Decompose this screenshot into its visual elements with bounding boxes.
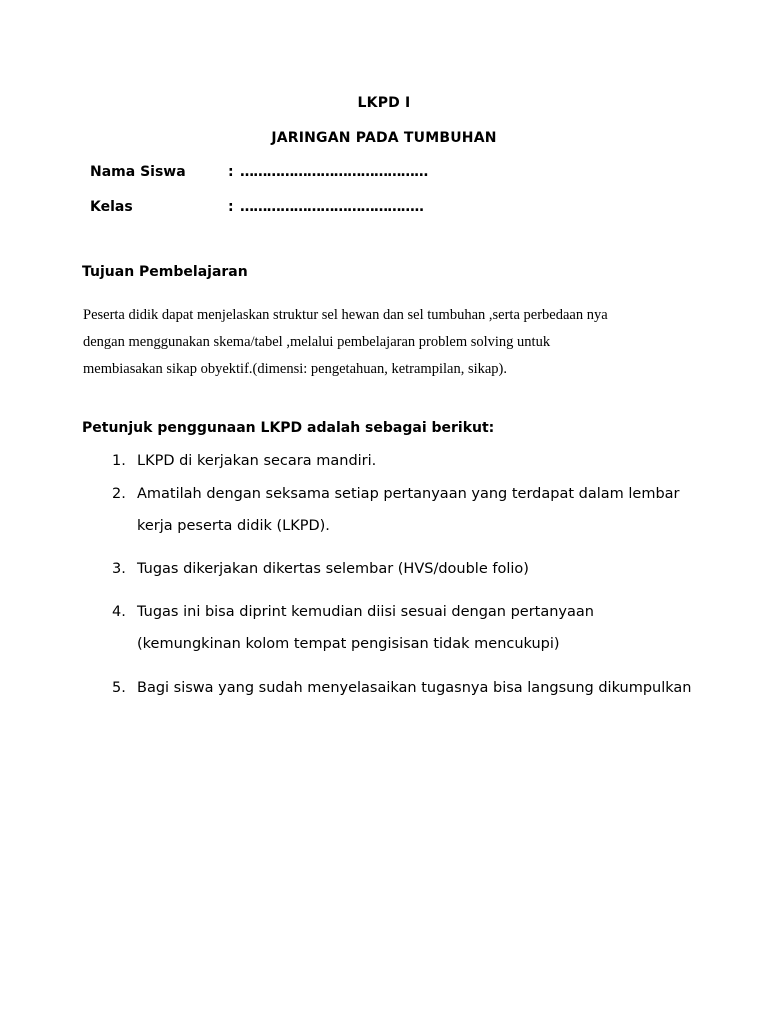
student-name-blank: ……………………………………: [240, 164, 428, 180]
instruction-text: [137, 596, 677, 660]
instruction-text: [137, 478, 680, 542]
student-class-blank: …………………………………..: [240, 199, 424, 215]
instruction-line: Amatilah dengan seksama setiap pertanyaan yang terdapat dalam lembar: [137, 486, 680, 502]
instruction-text: [137, 445, 677, 477]
student-class-label: Kelas: [90, 199, 133, 215]
learning-objective-heading: Tujuan Pembelajaran: [82, 264, 248, 280]
objective-line: Peserta didik dapat menjelaskan struktur sel hewan dan sel tumbuhan ,serta perbedaan nya: [83, 307, 608, 323]
document-subtitle: JARINGAN PADA TUMBUHAN: [271, 130, 497, 146]
instruction-number: 3.: [112, 561, 126, 577]
instruction-line: (kemungkinan kolom tempat pengisisan tidak mencukupi): [137, 636, 560, 652]
student-class-colon: :: [228, 199, 234, 215]
instruction-number: 1.: [112, 453, 126, 469]
instruction-text: [137, 553, 677, 585]
instructions-heading: Petunjuk penggunaan LKPD adalah sebagai berikut:: [82, 420, 495, 436]
student-name-label: Nama Siswa: [90, 164, 186, 180]
learning-objective-paragraph: [83, 302, 683, 383]
student-name-colon: :: [228, 164, 234, 180]
instruction-line: Tugas dikerjakan dikertas selembar (HVS/double folio): [137, 561, 529, 577]
objective-line: membiasakan sikap obyektif.(dimensi: pengetahuan, ketrampilan, sikap).: [83, 361, 508, 377]
instruction-line: LKPD di kerjakan secara mandiri.: [137, 453, 377, 469]
instruction-number: 5.: [112, 680, 126, 696]
instruction-line: Bagi siswa yang sudah menyelasaikan tugasnya bisa langsung dikumpulkan: [137, 680, 692, 696]
objective-line: dengan menggunakan skema/tabel ,melalui pembelajaran problem solving untuk: [83, 334, 551, 350]
instruction-number: 2.: [112, 486, 126, 502]
instruction-number: 4.: [112, 604, 126, 620]
document-title: LKPD I: [357, 95, 411, 111]
instruction-text: [137, 672, 692, 704]
instruction-line: kerja peserta didik (LKPD).: [137, 518, 330, 534]
instruction-line: Tugas ini bisa diprint kemudian diisi sesuai dengan pertanyaan: [137, 604, 594, 620]
